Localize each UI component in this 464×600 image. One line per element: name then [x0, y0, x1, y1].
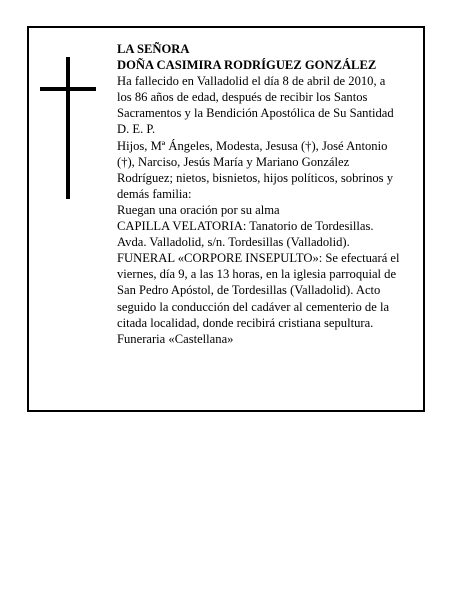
cross-horizontal-bar: [40, 87, 96, 91]
notice-line: los 86 años de edad, después de recibir los Santos: [117, 90, 368, 105]
notice-line: (†), Narciso, Jesús María y Mariano González: [117, 154, 350, 169]
notice-line: Ruegan una oración por su alma: [117, 202, 280, 217]
notice-line: viernes, día 9, a las 13 horas, en la iglesia parroquial de: [117, 267, 397, 282]
notice-line: Sacramentos y la Bendición Apostólica de Su Santidad: [117, 106, 394, 121]
obituary-notice: [27, 26, 425, 412]
notice-line: Ha fallecido en Valladolid el día 8 de abril de 2010, a: [117, 74, 386, 89]
latin-cross-icon: [40, 57, 96, 199]
notice-line: seguido la conducción del cadáver al cementerio de la: [117, 299, 390, 314]
notice-line: demás familia:: [117, 186, 192, 201]
notice-line: Hijos, Mª Ángeles, Modesta, Jesusa (†), José Antonio: [117, 138, 388, 153]
notice-text: [117, 41, 429, 347]
notice-line: citada localidad, donde recibirá cristiana sepultura.: [117, 315, 374, 330]
deceased-name: DOÑA CASIMIRA RODRÍGUEZ GONZÁLEZ: [117, 58, 377, 73]
notice-line: D. E. P.: [117, 122, 156, 137]
notice-line: FUNERAL «CORPORE INSEPULTO»: Se efectuará el: [117, 251, 400, 266]
notice-heading-title: LA SEÑORA: [117, 42, 190, 56]
notice-line: Rodríguez; nietos, bisnietos, hijos políticos, sobrinos y: [117, 170, 394, 185]
notice-line: Funeraria «Castellana»: [117, 331, 234, 346]
notice-line: Avda. Valladolid, s/n. Tordesillas (Valladolid).: [117, 235, 350, 250]
notice-line: San Pedro Apóstol, de Tordesillas (Valladolid). Acto: [117, 283, 381, 298]
notice-line: CAPILLA VELATORIA: Tanatorio de Tordesillas.: [117, 219, 374, 234]
cross-vertical-bar: [66, 57, 70, 199]
